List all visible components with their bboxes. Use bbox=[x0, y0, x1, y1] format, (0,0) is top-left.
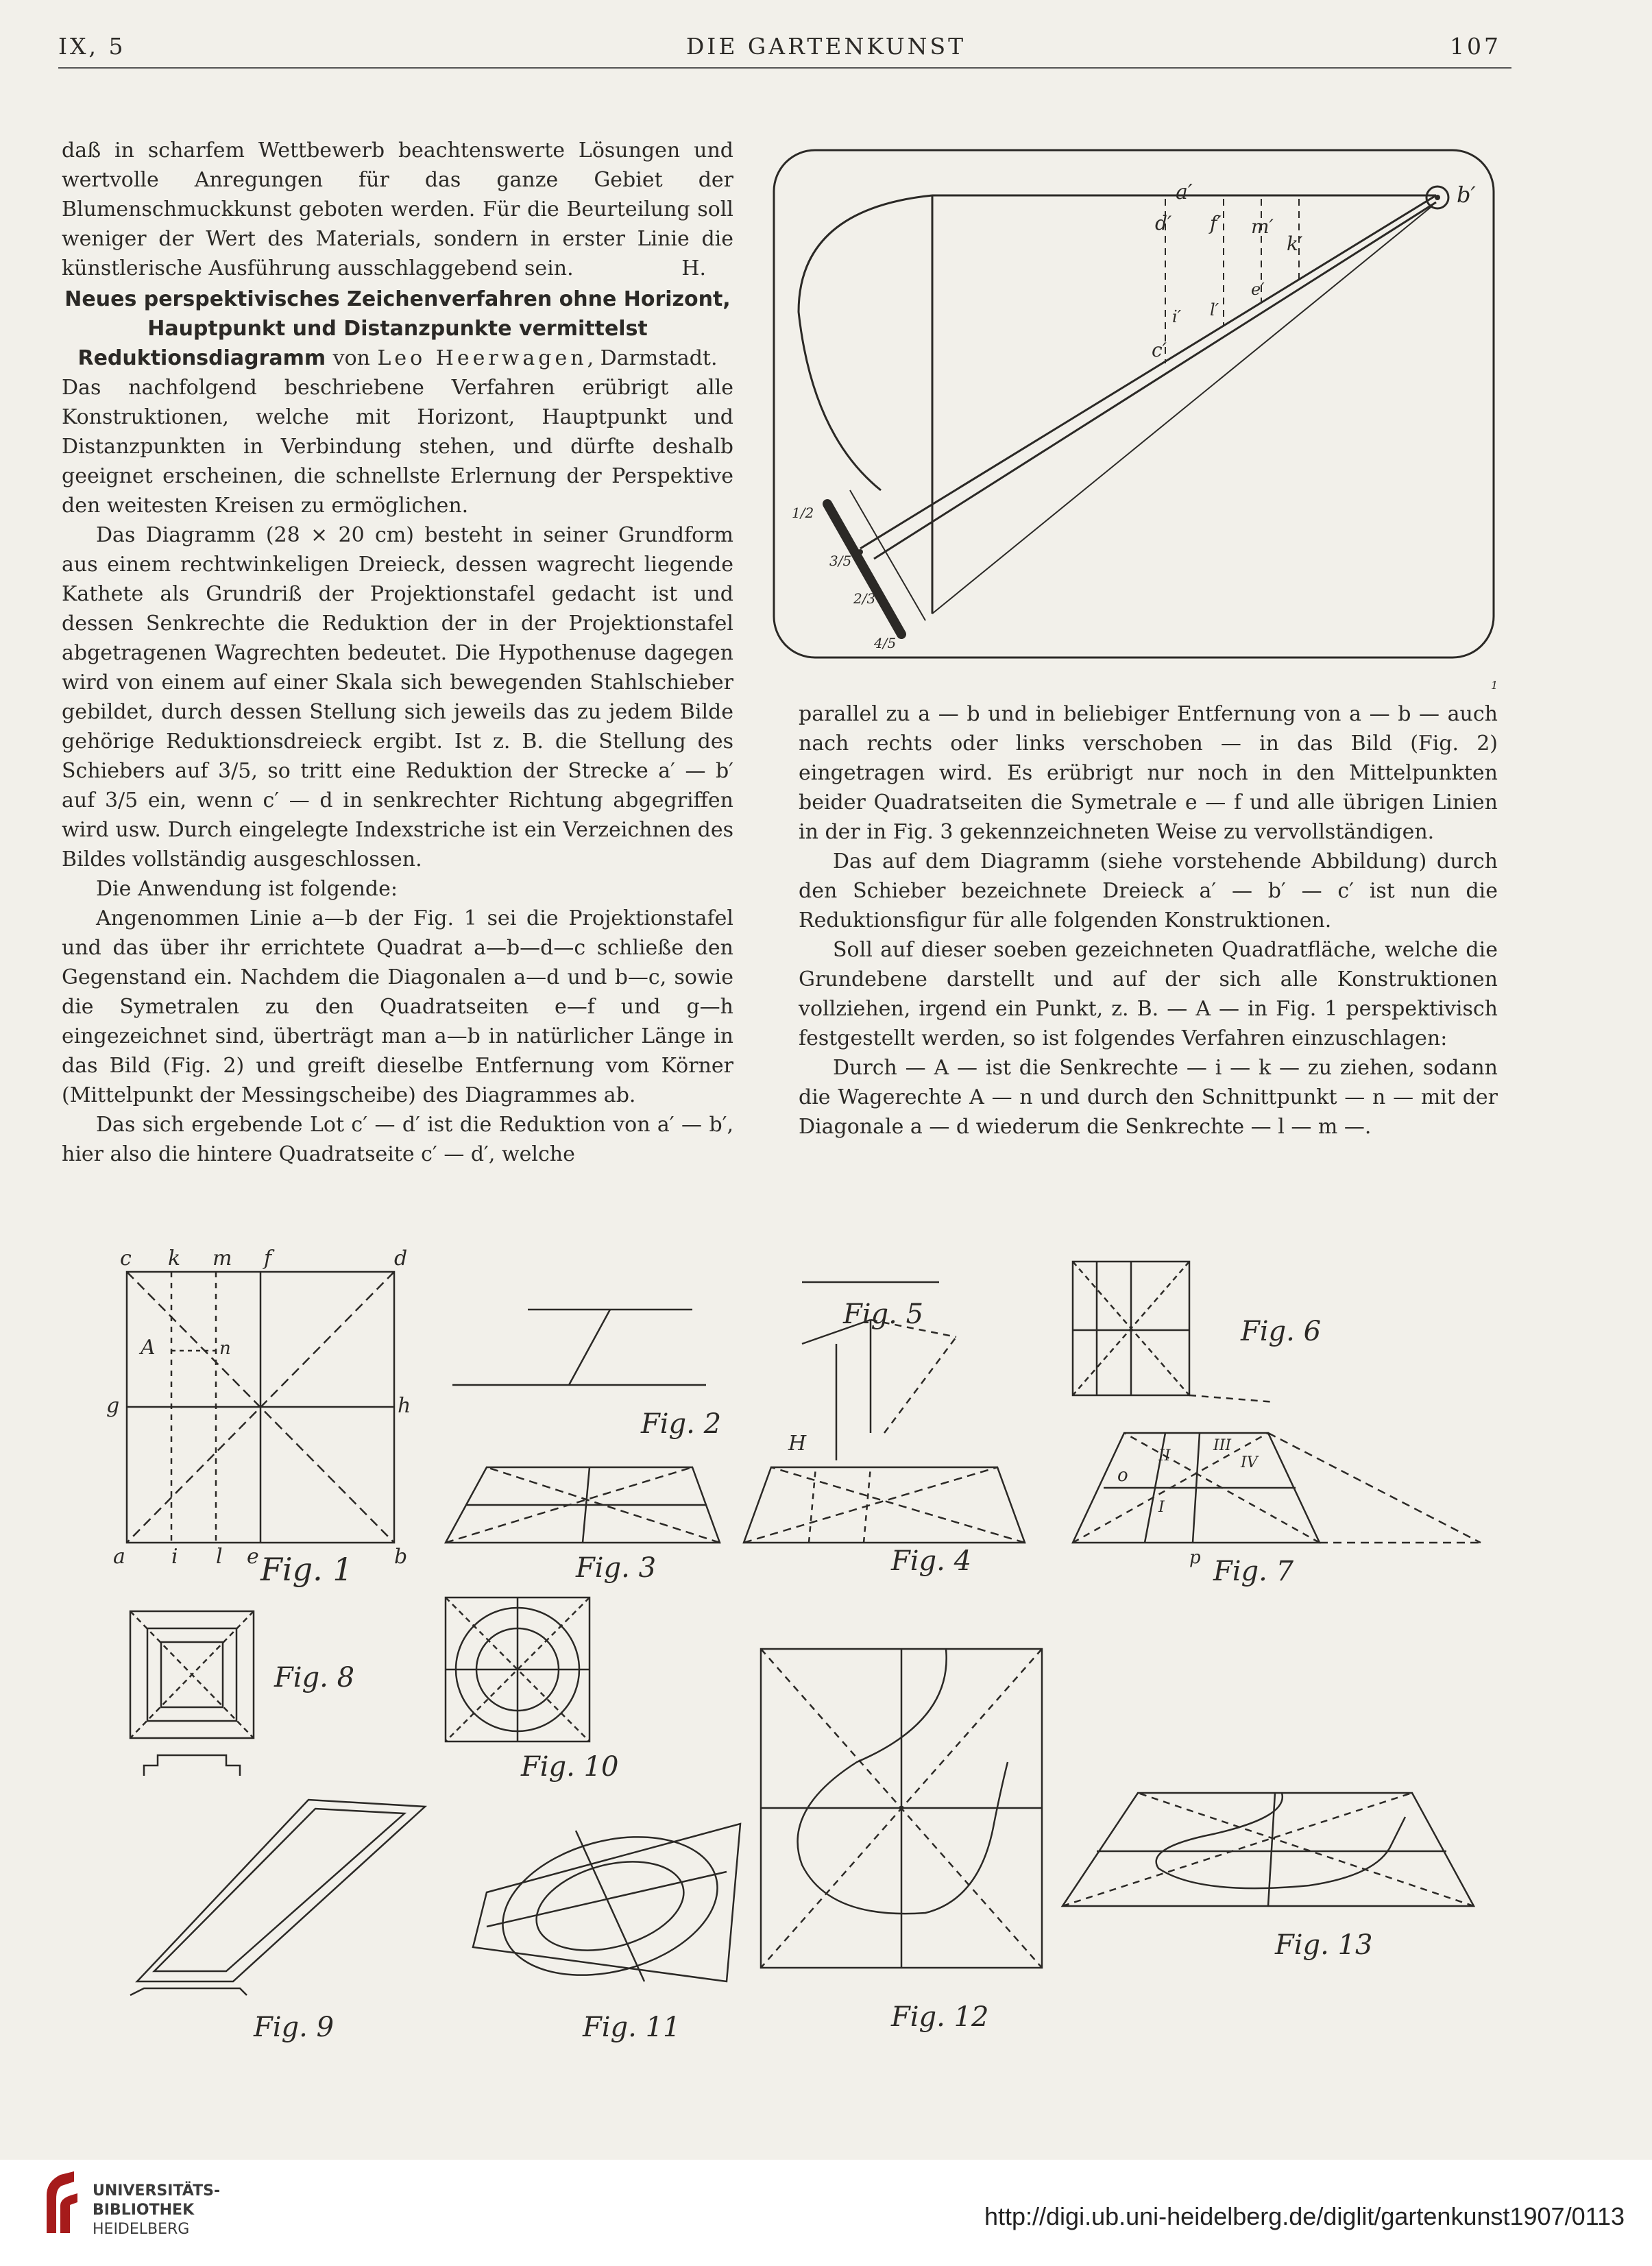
fig-3 bbox=[446, 1467, 720, 1543]
paragraph-reduction: Das sich ergebende Lot c′ — d′ ist die Reduktion von a′ — b′, hier also die hintere Quadratseite c′ — d′, welche bbox=[62, 1113, 733, 1166]
label-a-prime: a′ bbox=[1176, 180, 1193, 204]
label-i-prime: i′ bbox=[1172, 307, 1182, 326]
paragraph-application: Die Anwendung ist folgende: bbox=[96, 877, 398, 901]
label-e-prime: e′ bbox=[1251, 280, 1265, 299]
fig-4-label: Fig. 4 bbox=[891, 1545, 972, 1577]
numeral-I: I bbox=[1158, 1499, 1165, 1516]
fig-8-label: Fig. 8 bbox=[274, 1662, 355, 1694]
point-o: o bbox=[1117, 1465, 1128, 1486]
fig-9 bbox=[130, 1800, 425, 1995]
point-a: a bbox=[113, 1545, 125, 1569]
label-f-prime: f′ bbox=[1210, 212, 1222, 234]
library-logo-icon bbox=[40, 2168, 81, 2243]
point-l: l bbox=[216, 1545, 223, 1569]
fig-11 bbox=[473, 1815, 740, 1997]
label-b-prime: b′ bbox=[1457, 182, 1476, 208]
source-url-link[interactable]: http://digi.ub.uni-heidelberg.de/diglit/gartenkunst1907/0113 bbox=[984, 2202, 1625, 2230]
fig-7-label: Fig. 7 bbox=[1213, 1556, 1294, 1587]
intro-paragraph: daß in scharfem Wettbewerb beachtenswerte Lösungen und wertvolle Anregungen für das ganze Gebiet der Blumenschmuckkunst geboten werden. Für die Beurteilung soll weniger der Wert des Materials, sondern in erster Linie die künstlerische Ausführung ausschlaggebend sein. H. bbox=[62, 136, 733, 283]
fig-10-label: Fig. 10 bbox=[521, 1751, 619, 1783]
fig-7 bbox=[1073, 1433, 1481, 1543]
fig-3-label: Fig. 3 bbox=[576, 1552, 657, 1584]
numeral-IV: IV bbox=[1241, 1454, 1258, 1471]
fig-9-label: Fig. 9 bbox=[254, 2012, 335, 2043]
point-b: b bbox=[394, 1545, 408, 1569]
scale-three-fifths: 3/5 bbox=[829, 553, 852, 569]
fig-2 bbox=[452, 1310, 706, 1385]
paragraph-intro-method: Das nachfolgend beschriebene Verfahren erübrigt alle Konstruktionen, welche mit Horizont, Hauptpunkt und Distanzpunkten in Verbindung stehen, und dürfte deshalb geeignet erscheinen, die schnellste Erlernung der Perspektive den weitesten Kreisen zu ermöglichen. bbox=[62, 376, 733, 518]
figures-plate bbox=[103, 1227, 1549, 2105]
point-i: i bbox=[171, 1545, 178, 1569]
point-h: h bbox=[398, 1394, 411, 1418]
pivot-point bbox=[1435, 195, 1440, 200]
slider-upper bbox=[860, 195, 1436, 549]
label-c-prime: c′ bbox=[1152, 339, 1167, 361]
fig-4 bbox=[744, 1320, 1025, 1543]
fig-1-label: Fig. 1 bbox=[260, 1551, 353, 1588]
fig-2-label: Fig. 2 bbox=[641, 1408, 722, 1440]
fig-8 bbox=[130, 1611, 254, 1776]
author-place: , Darmstadt. bbox=[587, 346, 718, 370]
numeral-II: II bbox=[1158, 1447, 1171, 1465]
running-head-volume: IX, 5 bbox=[58, 33, 126, 60]
paragraph-point-placement: Soll auf dieser soeben gezeichneten Quadratfläche, welche die Grundebene darstellt und auf der sich alle Konstruktionen vollziehen, irgend ein Punkt, z. B. — A — in Fig. 1 perspektivisch festgestellt werden, so ist folgendes Verfahren einzuschlagen: bbox=[799, 938, 1498, 1050]
point-d: d bbox=[394, 1246, 408, 1270]
fig-1 bbox=[127, 1272, 394, 1543]
header-rule bbox=[58, 67, 1511, 69]
fig-12-label: Fig. 12 bbox=[891, 2001, 989, 2033]
point-p: p bbox=[1189, 1547, 1201, 1568]
author-prefix: von bbox=[332, 346, 370, 370]
point-e: e bbox=[247, 1545, 259, 1569]
paragraph-diagram: Das Diagramm (28 × 20 cm) besteht in seiner Grundform aus einem rechtwinkeligen Dreieck, dessen wagrecht liegende Kathete als Grundriß der Projektionstafel gedacht ist und dessen Senkrechte die Reduktion der in der Projektionstafel abgetragenen Wagrechten bedeutet. Die Hypothenuse dagegen wird von einem auf einer Skala sich bewegenden Stahlschieber gebildet, durch dessen Stellung sich jeweils das zu jedem Bilde gehörige Reduktionsdreieck ergibt. Ist z. B. die Stellung des Schiebers auf 3/5, so tritt eine Reduktion der Strecke a′ — b′ auf 3/5 ein, wenn c′ — d in senkrechter Richtung abgegriffen wird usw. Durch eingelegte Indexstriche ist ein Verzeichnen des Bildes vollständig ausgeschlossen. bbox=[62, 523, 733, 871]
label-d-prime: d′ bbox=[1155, 212, 1172, 234]
intro-signature: H. bbox=[681, 256, 706, 280]
fig-13 bbox=[1062, 1793, 1474, 1906]
fig-12 bbox=[761, 1649, 1042, 1968]
fig-5-label: Fig. 5 bbox=[843, 1299, 924, 1330]
reduction-diagram bbox=[771, 147, 1498, 692]
point-A: A bbox=[141, 1336, 156, 1360]
label-m-prime: m′ bbox=[1251, 215, 1274, 238]
diagram-arc bbox=[799, 195, 932, 490]
fig-11-label: Fig. 11 bbox=[583, 2012, 681, 2043]
page-number: 107 bbox=[1450, 33, 1501, 60]
label-l-prime: l′ bbox=[1210, 300, 1219, 320]
fig-13-label: Fig. 13 bbox=[1275, 1929, 1373, 1961]
scale-bar bbox=[827, 504, 901, 634]
label-k-prime: k′ bbox=[1287, 232, 1303, 255]
slider-lower bbox=[874, 202, 1436, 559]
scale-two-thirds: 2/3 bbox=[853, 590, 876, 607]
point-k: k bbox=[168, 1246, 181, 1270]
slider-pin bbox=[858, 549, 863, 555]
point-c: c bbox=[120, 1246, 132, 1270]
point-m: m bbox=[212, 1246, 232, 1270]
fig-6-label: Fig. 6 bbox=[1241, 1316, 1322, 1347]
author-name: Leo Heerwagen bbox=[377, 346, 587, 370]
point-H: H bbox=[788, 1432, 807, 1456]
paragraph-construction: Durch — A — ist die Senkrechte — i — k — zu ziehen, sodann die Wagerechte A — n und durch den Schnittpunkt — n — mit der Diagonale a — d wiederum die Senkrechte — l — m —. bbox=[799, 1056, 1498, 1139]
paragraph-parallel: parallel zu a — b und in beliebiger Entfernung von a — b — auch nach rechts oder links verschoben — in das Bild (Fig. 2) eingetragen wird. Es erübrigt nur noch in den Mittelpunkten beider Quadratseiten die Symetrale e — f und alle übrigen Linien in der in Fig. 3 gekennzeichneten Weise zu vervollständigen. bbox=[799, 702, 1498, 844]
scale-half: 1/2 bbox=[792, 505, 814, 521]
diagram-corner-mark: 1 bbox=[1491, 679, 1498, 692]
library-name: UNIVERSITÄTS- BIBLIOTHEK HEIDELBERG bbox=[93, 2182, 221, 2238]
left-column bbox=[62, 136, 733, 1169]
running-head-title: DIE GARTENKUNST bbox=[685, 33, 967, 60]
right-column bbox=[799, 699, 1498, 1142]
numeral-III: III bbox=[1213, 1437, 1232, 1454]
fig-10 bbox=[446, 1598, 590, 1741]
point-g: g bbox=[106, 1394, 120, 1418]
paragraph-reduction-figure: Das auf dem Diagramm (siehe vorstehende Abbildung) durch den Schieber bezeichnete Dreieck a′ — b′ — c′ ist nun die Reduktionsfigur für alle folgenden Konstruktionen. bbox=[799, 849, 1498, 932]
point-n: n bbox=[219, 1338, 231, 1359]
point-f: f bbox=[264, 1246, 272, 1270]
scale-four-fifths: 4/5 bbox=[874, 635, 897, 651]
hypotenuse bbox=[932, 206, 1433, 614]
paragraph-fig1: Angenommen Linie a—b der Fig. 1 sei die Projektionstafel und das über ihr errichtete Quadrat a—b—d—c schließe den Gegenstand ein. Nachdem die Diagonalen a—d und b—c, sowie die Symetralen zu den Quadratseiten e—f und g—h eingezeichnet sind, überträgt man a—b in natürlicher Länge in das Bild (Fig. 2) und greift dieselbe Entfernung vom Körner (Mittelpunkt der Messingscheibe) des Diagrammes ab. bbox=[62, 906, 733, 1107]
article-heading: Neues perspektivisches Zeichenverfahren ohne Horizont, Hauptpunkt und Distanzpunkte vermittelst Reduktionsdiagramm von Leo Heerwagen, Darmstadt. bbox=[64, 287, 731, 370]
